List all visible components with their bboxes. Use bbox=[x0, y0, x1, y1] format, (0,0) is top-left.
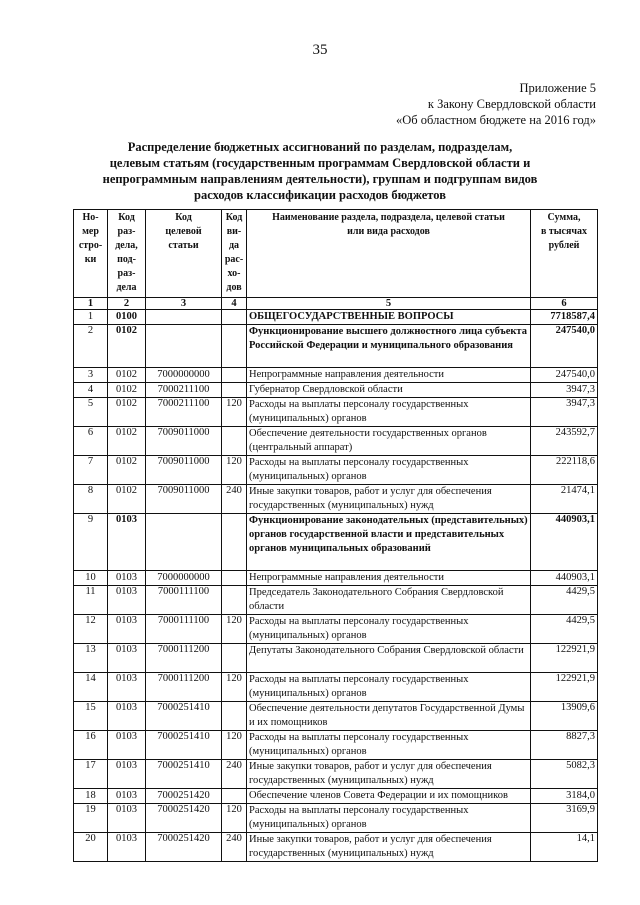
expense-kind-cell: 120 bbox=[222, 398, 247, 427]
column-number: 4 bbox=[222, 298, 247, 310]
sum-cell: 7718587,4 bbox=[531, 310, 598, 325]
table-row bbox=[74, 673, 598, 702]
target-code-cell bbox=[146, 514, 222, 571]
row-number-cell: 1 bbox=[74, 310, 108, 325]
sum-cell: 14,1 bbox=[531, 833, 598, 862]
section-code-cell: 0102 bbox=[108, 398, 146, 427]
sum-cell: 122921,9 bbox=[531, 673, 598, 702]
row-number-cell: 2 bbox=[74, 325, 108, 368]
expense-kind-cell bbox=[222, 310, 247, 325]
appendix-note bbox=[396, 80, 596, 128]
name-cell: Обеспечение деятельности государственных органов (центральный аппарат) bbox=[247, 427, 531, 456]
expense-kind-cell bbox=[222, 789, 247, 804]
expense-kind-cell: 240 bbox=[222, 485, 247, 514]
name-cell: Расходы на выплаты персоналу государственных (муниципальных) органов bbox=[247, 804, 531, 833]
page-number: 35 bbox=[312, 42, 328, 58]
table-row bbox=[74, 514, 598, 571]
name-cell: Иные закупки товаров, работ и услуг для обеспечения государственных (муниципальных) нужд bbox=[247, 485, 531, 514]
appendix-line: «Об областном бюджете на 2016 год» bbox=[396, 113, 596, 127]
section-code-cell: 0103 bbox=[108, 789, 146, 804]
table-header-row bbox=[74, 210, 598, 298]
sum-cell: 13909,6 bbox=[531, 702, 598, 731]
sum-cell: 3947,3 bbox=[531, 383, 598, 398]
sum-cell: 247540,0 bbox=[531, 325, 598, 368]
row-number-cell: 12 bbox=[74, 615, 108, 644]
section-code-cell: 0103 bbox=[108, 833, 146, 862]
target-code-cell: 7000251420 bbox=[146, 789, 222, 804]
target-code-cell bbox=[146, 325, 222, 368]
section-code-cell: 0102 bbox=[108, 427, 146, 456]
table-row bbox=[74, 310, 598, 325]
row-number-cell: 14 bbox=[74, 673, 108, 702]
row-number-cell: 16 bbox=[74, 731, 108, 760]
name-cell: Иные закупки товаров, работ и услуг для обеспечения государственных (муниципальных) нужд bbox=[247, 833, 531, 862]
name-cell: Расходы на выплаты персоналу государственных (муниципальных) органов bbox=[247, 615, 531, 644]
sum-cell: 440903,1 bbox=[531, 514, 598, 571]
row-number-cell: 6 bbox=[74, 427, 108, 456]
expense-kind-cell: 120 bbox=[222, 731, 247, 760]
target-code-cell bbox=[146, 310, 222, 325]
name-cell: Функционирование высшего должностного лица субъекта Российской Федерации и муниципального образования bbox=[247, 325, 531, 368]
title-line: целевым статьям (государственным программам Свердловской области и bbox=[109, 156, 531, 170]
column-number: 6 bbox=[531, 298, 598, 310]
sum-cell: 5082,3 bbox=[531, 760, 598, 789]
name-cell: Расходы на выплаты персоналу государственных (муниципальных) органов bbox=[247, 731, 531, 760]
column-header: Код ви- да рас- хо- дов bbox=[222, 210, 247, 298]
table-row bbox=[74, 383, 598, 398]
target-code-cell: 7009011000 bbox=[146, 485, 222, 514]
target-code-cell: 7009011000 bbox=[146, 456, 222, 485]
table-row bbox=[74, 702, 598, 731]
title-line: расходов классификации расходов бюджетов bbox=[194, 188, 446, 202]
target-code-cell: 7000111200 bbox=[146, 673, 222, 702]
sum-cell: 3184,0 bbox=[531, 789, 598, 804]
column-number-row bbox=[74, 298, 598, 310]
name-cell: ОБЩЕГОСУДАРСТВЕННЫЕ ВОПРОСЫ bbox=[247, 310, 531, 325]
expense-kind-cell bbox=[222, 571, 247, 586]
target-code-cell: 7000251420 bbox=[146, 833, 222, 862]
table-row bbox=[74, 804, 598, 833]
target-code-cell: 7000111200 bbox=[146, 644, 222, 673]
appendix-line: к Закону Свердловской области bbox=[427, 97, 596, 111]
sum-cell: 8827,3 bbox=[531, 731, 598, 760]
expense-kind-cell: 240 bbox=[222, 760, 247, 789]
table-row bbox=[74, 586, 598, 615]
target-code-cell: 7000000000 bbox=[146, 571, 222, 586]
row-number-cell: 18 bbox=[74, 789, 108, 804]
section-code-cell: 0103 bbox=[108, 644, 146, 673]
expense-kind-cell: 120 bbox=[222, 615, 247, 644]
title-line: непрограммным направлениям деятельности), группам и подгруппам видов bbox=[102, 172, 538, 186]
target-code-cell: 7000251410 bbox=[146, 760, 222, 789]
section-code-cell: 0103 bbox=[108, 514, 146, 571]
table-body bbox=[74, 310, 598, 862]
row-number-cell: 3 bbox=[74, 368, 108, 383]
row-number-cell: 5 bbox=[74, 398, 108, 427]
sum-cell: 3169,9 bbox=[531, 804, 598, 833]
document-title bbox=[60, 139, 580, 203]
column-header: Код раз- дела, под- раз- дела bbox=[108, 210, 146, 298]
section-code-cell: 0103 bbox=[108, 760, 146, 789]
section-code-cell: 0103 bbox=[108, 571, 146, 586]
table-row bbox=[74, 789, 598, 804]
table-row bbox=[74, 398, 598, 427]
appendix-line: Приложение 5 bbox=[519, 81, 596, 95]
row-number-cell: 4 bbox=[74, 383, 108, 398]
section-code-cell: 0103 bbox=[108, 615, 146, 644]
section-code-cell: 0103 bbox=[108, 586, 146, 615]
table-row bbox=[74, 456, 598, 485]
sum-cell: 243592,7 bbox=[531, 427, 598, 456]
table-row bbox=[74, 571, 598, 586]
table-row bbox=[74, 368, 598, 383]
expense-kind-cell bbox=[222, 644, 247, 673]
target-code-cell: 7000251410 bbox=[146, 731, 222, 760]
target-code-cell: 7000111100 bbox=[146, 586, 222, 615]
section-code-cell: 0102 bbox=[108, 485, 146, 514]
name-cell: Председатель Законодательного Собрания Свердловской области bbox=[247, 586, 531, 615]
name-cell: Расходы на выплаты персоналу государственных (муниципальных) органов bbox=[247, 673, 531, 702]
row-number-cell: 13 bbox=[74, 644, 108, 673]
sum-cell: 122921,9 bbox=[531, 644, 598, 673]
expense-kind-cell: 120 bbox=[222, 456, 247, 485]
expense-kind-cell: 240 bbox=[222, 833, 247, 862]
expense-kind-cell bbox=[222, 586, 247, 615]
expense-kind-cell bbox=[222, 368, 247, 383]
column-number: 5 bbox=[247, 298, 531, 310]
column-header: Сумма, в тысячах рублей bbox=[531, 210, 598, 298]
target-code-cell: 7000251410 bbox=[146, 702, 222, 731]
name-cell: Обеспечение членов Совета Федерации и их помощников bbox=[247, 789, 531, 804]
target-code-cell: 7000211100 bbox=[146, 398, 222, 427]
sum-cell: 440903,1 bbox=[531, 571, 598, 586]
section-code-cell: 0102 bbox=[108, 325, 146, 368]
row-number-cell: 20 bbox=[74, 833, 108, 862]
table-row bbox=[74, 760, 598, 789]
name-cell: Расходы на выплаты персоналу государственных (муниципальных) органов bbox=[247, 456, 531, 485]
table-row bbox=[74, 833, 598, 862]
expense-kind-cell bbox=[222, 702, 247, 731]
name-cell: Функционирование законодательных (представительных) органов государственной власти и представительных органов муниципальных образований bbox=[247, 514, 531, 571]
section-code-cell: 0103 bbox=[108, 702, 146, 731]
title-line: Распределение бюджетных ассигнований по разделам, подразделам, bbox=[127, 140, 513, 154]
table-row bbox=[74, 731, 598, 760]
section-code-cell: 0102 bbox=[108, 368, 146, 383]
target-code-cell: 7000111100 bbox=[146, 615, 222, 644]
name-cell: Губернатор Свердловской области bbox=[247, 383, 531, 398]
target-code-cell: 7000211100 bbox=[146, 383, 222, 398]
column-number: 3 bbox=[146, 298, 222, 310]
table-row bbox=[74, 615, 598, 644]
section-code-cell: 0103 bbox=[108, 804, 146, 833]
row-number-cell: 11 bbox=[74, 586, 108, 615]
column-number: 1 bbox=[74, 298, 108, 310]
expense-kind-cell: 120 bbox=[222, 804, 247, 833]
name-cell: Непрограммные направления деятельности bbox=[247, 368, 531, 383]
expense-kind-cell bbox=[222, 514, 247, 571]
name-cell: Депутаты Законодательного Собрания Свердловской области bbox=[247, 644, 531, 673]
column-number: 2 bbox=[108, 298, 146, 310]
row-number-cell: 8 bbox=[74, 485, 108, 514]
row-number-cell: 7 bbox=[74, 456, 108, 485]
section-code-cell: 0103 bbox=[108, 673, 146, 702]
sum-cell: 222118,6 bbox=[531, 456, 598, 485]
row-number-cell: 9 bbox=[74, 514, 108, 571]
expense-kind-cell: 120 bbox=[222, 673, 247, 702]
target-code-cell: 7009011000 bbox=[146, 427, 222, 456]
target-code-cell: 7000251420 bbox=[146, 804, 222, 833]
column-header: Но- мер стро- ки bbox=[74, 210, 108, 298]
table-row bbox=[74, 485, 598, 514]
sum-cell: 4429,5 bbox=[531, 586, 598, 615]
section-code-cell: 0100 bbox=[108, 310, 146, 325]
name-cell: Расходы на выплаты персоналу государственных (муниципальных) органов bbox=[247, 398, 531, 427]
row-number-cell: 10 bbox=[74, 571, 108, 586]
section-code-cell: 0102 bbox=[108, 456, 146, 485]
row-number-cell: 17 bbox=[74, 760, 108, 789]
budget-table bbox=[73, 209, 598, 862]
name-cell: Иные закупки товаров, работ и услуг для обеспечения государственных (муниципальных) нужд bbox=[247, 760, 531, 789]
expense-kind-cell bbox=[222, 383, 247, 398]
row-number-cell: 19 bbox=[74, 804, 108, 833]
name-cell: Обеспечение деятельности депутатов Государственной Думы и их помощников bbox=[247, 702, 531, 731]
sum-cell: 4429,5 bbox=[531, 615, 598, 644]
table-row bbox=[74, 644, 598, 673]
table-row bbox=[74, 427, 598, 456]
expense-kind-cell bbox=[222, 427, 247, 456]
name-cell: Непрограммные направления деятельности bbox=[247, 571, 531, 586]
sum-cell: 3947,3 bbox=[531, 398, 598, 427]
table-row bbox=[74, 325, 598, 368]
section-code-cell: 0102 bbox=[108, 383, 146, 398]
expense-kind-cell bbox=[222, 325, 247, 368]
target-code-cell: 7000000000 bbox=[146, 368, 222, 383]
column-header: Код целевой статьи bbox=[146, 210, 222, 298]
sum-cell: 21474,1 bbox=[531, 485, 598, 514]
section-code-cell: 0103 bbox=[108, 731, 146, 760]
row-number-cell: 15 bbox=[74, 702, 108, 731]
column-header: Наименование раздела, подраздела, целевой статьи или вида расходов bbox=[247, 210, 531, 298]
sum-cell: 247540,0 bbox=[531, 368, 598, 383]
